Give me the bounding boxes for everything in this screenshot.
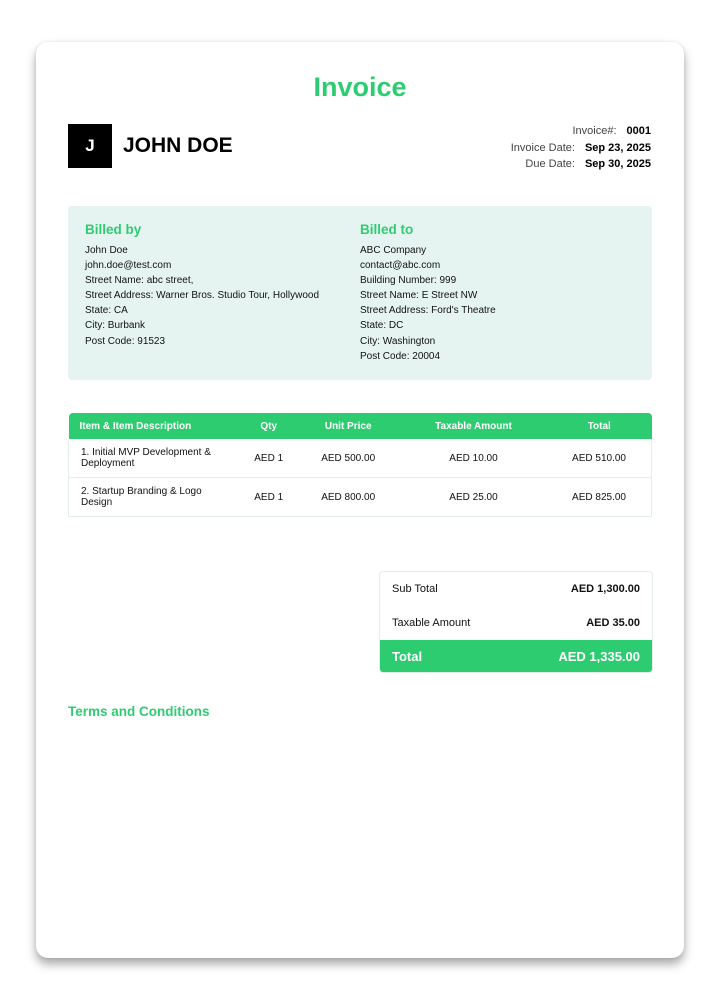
totals-box [379,571,653,673]
item-total: AED 510.00 [547,439,651,478]
subtotal-label: Sub Total [392,583,438,595]
taxable-amount-label: Taxable Amount [392,617,471,629]
header-qty: Qty [241,413,296,439]
billed-by-email: john.doe@test.com [85,260,172,272]
invoice-page [36,42,684,958]
terms-heading: Terms and Conditions [68,704,210,719]
table-row [69,439,652,478]
billed-by-street-address: Street Address: Warner Bros. Studio Tour, Hollywood [85,290,319,302]
header-unit-price: Unit Price [296,413,399,439]
billed-to-heading: Billed to [360,222,414,237]
item-taxable-amount: AED 25.00 [400,478,547,517]
billed-by-heading: Billed by [85,222,142,237]
item-total: AED 825.00 [547,478,651,517]
header-item-description: Item & Item Description [69,413,242,439]
invoice-number-value: 0001 [626,125,651,137]
billed-to-state: State: DC [360,320,404,332]
company-logo: J [68,124,112,168]
subtotal-row [380,572,652,606]
item-unit-price: AED 800.00 [296,478,399,517]
invoice-date-row [511,140,651,157]
company-name: JOHN DOE [123,134,233,157]
header-taxable-amount: Taxable Amount [400,413,547,439]
due-date-value: Sep 30, 2025 [584,158,651,170]
taxable-amount-row [380,606,652,640]
item-description: 1. Initial MVP Development & Deployment [69,439,242,478]
item-unit-price: AED 500.00 [296,439,399,478]
items-header-row [69,413,652,439]
billed-to-post-code: Post Code: 20004 [360,350,441,362]
billed-to-company: ABC Company [360,245,427,256]
item-qty: AED 1 [241,439,296,478]
invoice-number-row [511,123,651,140]
header-total: Total [547,413,651,439]
grand-total-value: AED 1,335.00 [558,648,640,664]
billed-by-block [85,222,319,350]
billed-by-city: City: Burbank [85,320,146,332]
billed-by-state: State: CA [85,305,128,317]
billed-by-name: John Doe [85,245,128,256]
grand-total-label: Total [392,648,423,664]
billed-to-email: contact@abc.com [360,260,441,272]
grand-total-row [380,640,652,672]
billing-section [68,206,652,380]
due-date-label: Due Date: [525,158,575,170]
subtotal-value: AED 1,300.00 [570,583,640,595]
invoice-meta [511,123,651,173]
due-date-row [511,156,651,173]
table-row [69,478,652,517]
billed-by-post-code: Post Code: 91523 [85,335,166,347]
invoice-date-label: Invoice Date: [510,141,575,154]
billed-to-street-address: Street Address: Ford's Theatre [360,305,496,317]
billed-to-block [360,222,496,365]
billed-by-street-name: Street Name: abc street, [85,275,194,287]
invoice-date-value: Sep 23, 2025 [584,141,651,154]
taxable-amount-value: AED 35.00 [586,617,640,629]
billed-to-street-name: Street Name: E Street NW [360,290,478,302]
billed-to-city: City: Washington [360,335,436,347]
item-taxable-amount: AED 10.00 [400,439,547,478]
invoice-number-label: Invoice#: [572,125,617,137]
billed-to-building-number: Building Number: 999 [360,275,457,287]
item-description: 2. Startup Branding & Logo Design [69,478,242,517]
items-table [68,413,652,517]
invoice-title: Invoice [313,72,407,102]
item-qty: AED 1 [241,478,296,517]
